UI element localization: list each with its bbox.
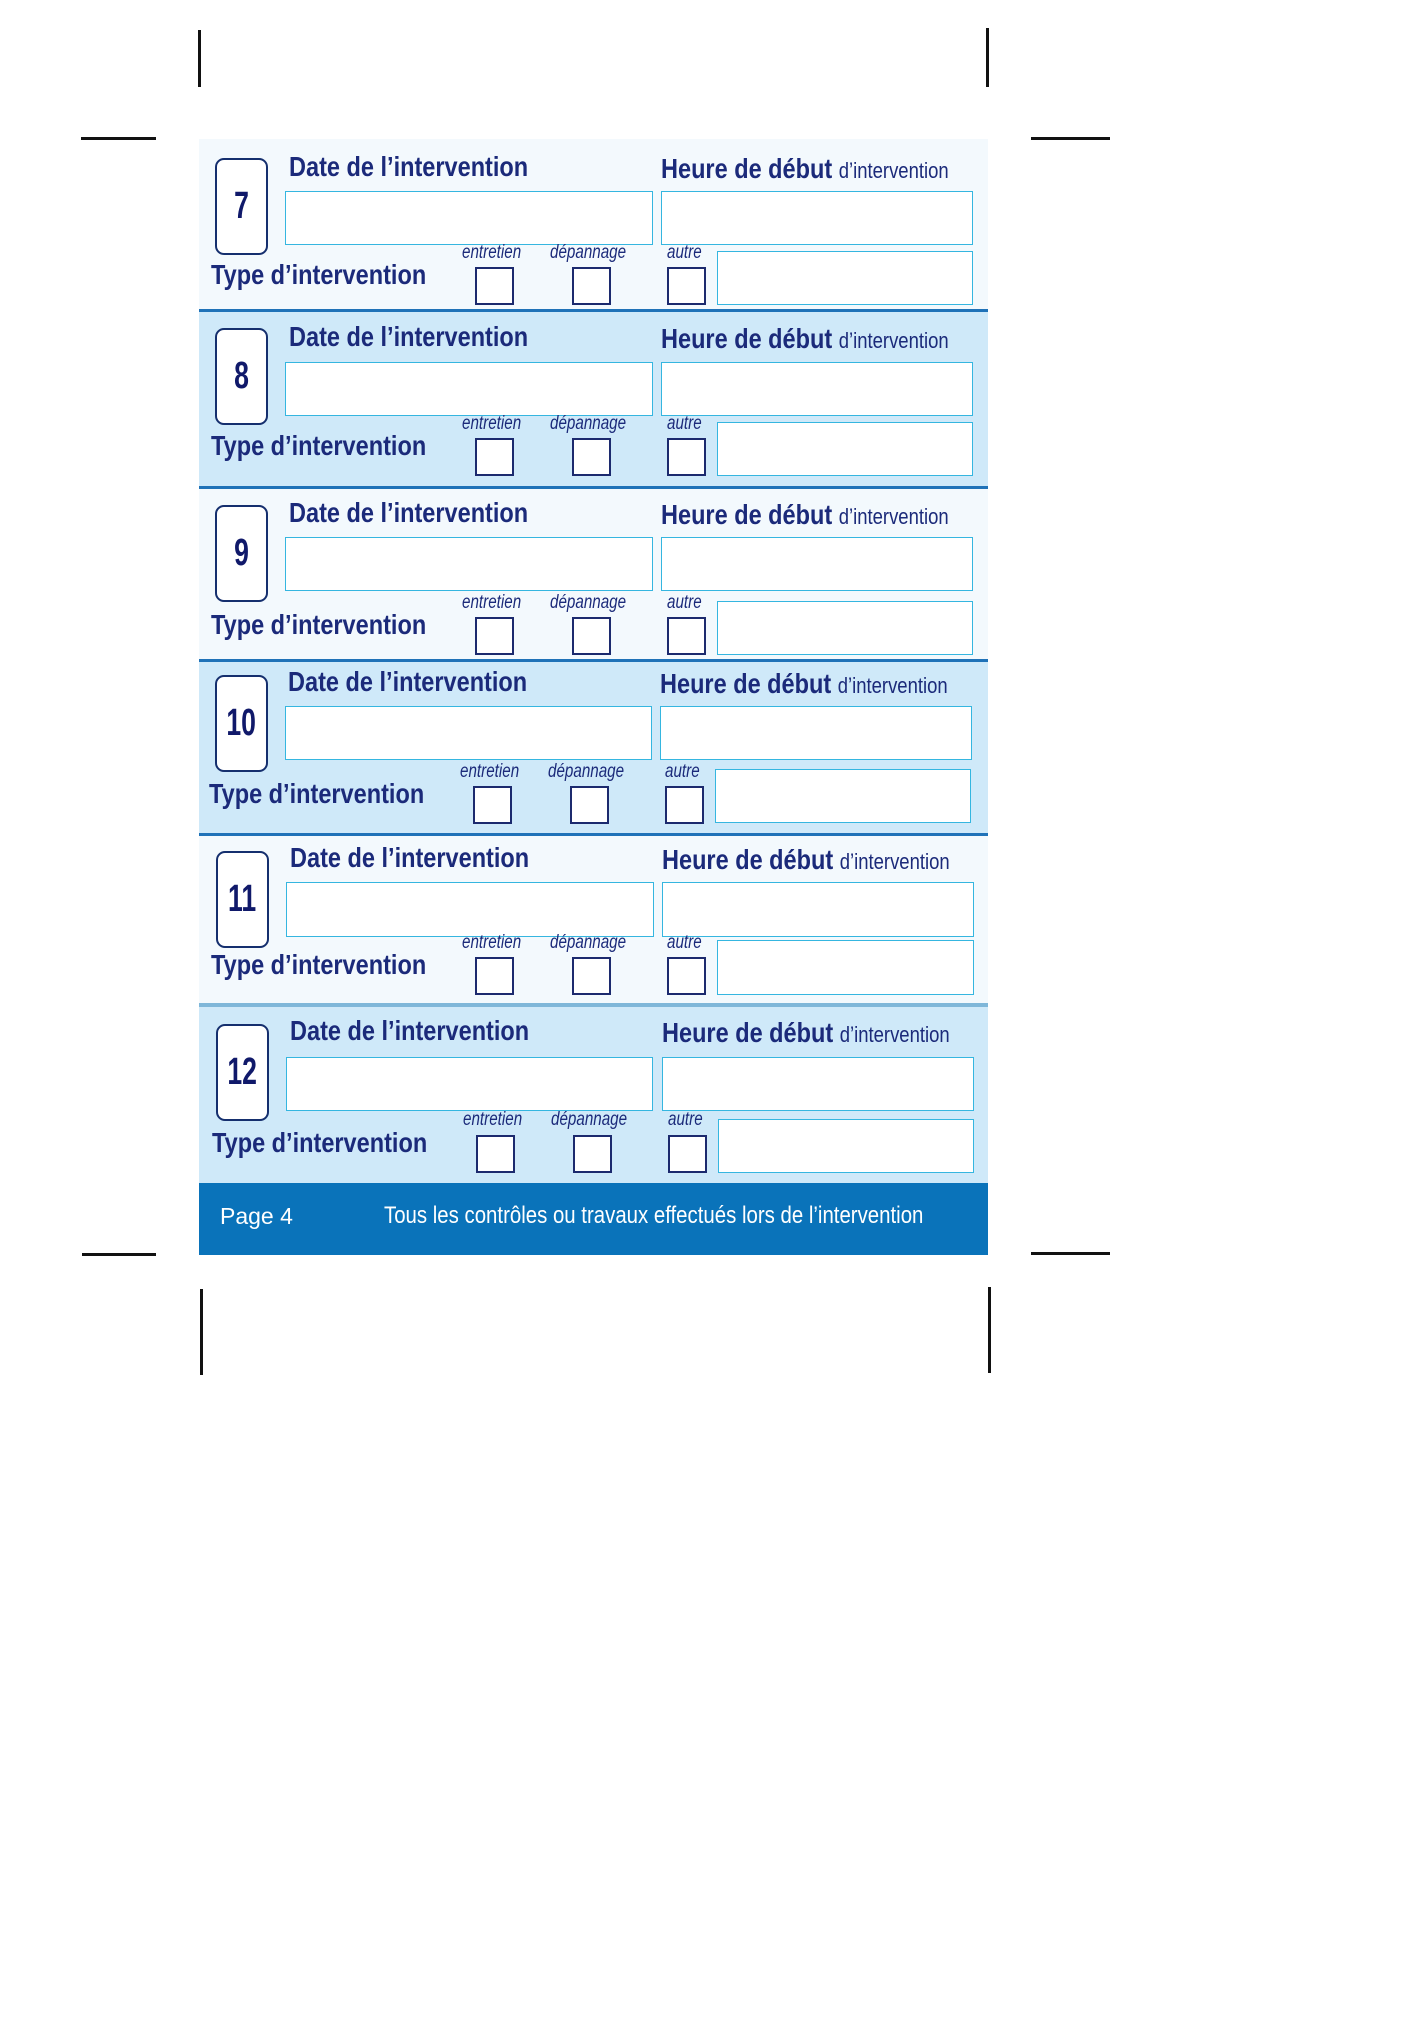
intervention-number-box [215,505,268,602]
autre-checkbox[interactable] [668,1135,707,1173]
entretien-checkbox[interactable] [475,617,514,655]
intervention-number: 11 [228,878,257,920]
autre-label: autre [668,1109,703,1130]
start-time-field[interactable] [661,537,973,591]
autre-checkbox[interactable] [667,957,706,995]
crop-mark [1031,137,1110,140]
start-time-field[interactable] [661,191,973,245]
other-type-field[interactable] [717,251,973,305]
intervention-number: 7 [234,185,249,227]
crop-mark [200,1289,203,1375]
intervention-block-11 [199,836,988,1003]
entretien-checkbox[interactable] [473,786,512,824]
date-field[interactable] [286,882,654,937]
entretien-label: entretien [462,592,522,613]
depannage-label: dépannage [550,242,627,263]
other-type-field[interactable] [717,422,973,476]
start-time-label: Heure de début d’intervention [660,668,948,699]
intervention-number-box [215,158,268,255]
page-footer [199,1183,988,1255]
entretien-checkbox[interactable] [476,1135,515,1173]
date-label: Date de l’intervention [289,497,529,528]
date-field[interactable] [286,1057,653,1111]
start-time-label: Heure de début d’intervention [661,153,949,184]
entretien-label: entretien [462,242,522,263]
footer-caption: Tous les contrôles ou travaux effectués lors de l’intervention [384,1202,924,1229]
date-label: Date de l’intervention [288,666,528,697]
entretien-label: entretien [462,932,522,953]
date-label: Date de l’intervention [290,842,530,873]
type-label: Type d’intervention [211,259,427,290]
depannage-label: dépannage [548,761,625,782]
depannage-label: dépannage [550,592,627,613]
other-type-field[interactable] [717,601,973,655]
page-number: Page 4 [220,1203,293,1229]
date-label: Date de l’intervention [290,1015,530,1046]
intervention-block-10 [199,662,988,833]
depannage-checkbox[interactable] [573,1135,612,1173]
crop-mark [988,1287,991,1373]
depannage-label: dépannage [550,413,627,434]
date-field[interactable] [285,706,652,760]
entretien-checkbox[interactable] [475,267,514,305]
intervention-number: 10 [226,702,257,744]
intervention-number-box [216,1024,269,1121]
start-time-field[interactable] [661,362,973,416]
type-label: Type d’intervention [209,778,425,809]
crop-mark [82,1253,156,1256]
depannage-checkbox[interactable] [572,617,611,655]
autre-checkbox[interactable] [667,438,706,476]
depannage-checkbox[interactable] [572,267,611,305]
intervention-number-box [215,675,268,772]
crop-mark [81,137,156,140]
depannage-label: dépannage [550,932,627,953]
start-time-label: Heure de début d’intervention [662,1017,950,1048]
entretien-checkbox[interactable] [475,438,514,476]
other-type-field[interactable] [718,1119,974,1173]
intervention-number: 9 [234,532,249,574]
start-time-label: Heure de début d’intervention [661,323,949,354]
other-type-field[interactable] [717,940,974,995]
intervention-block-12 [199,1007,988,1183]
autre-checkbox[interactable] [665,786,704,824]
date-label: Date de l’intervention [289,321,529,352]
start-time-field[interactable] [662,882,974,937]
depannage-checkbox[interactable] [572,438,611,476]
entretien-checkbox[interactable] [475,957,514,995]
start-time-field[interactable] [662,1057,974,1111]
type-label: Type d’intervention [211,609,427,640]
autre-checkbox[interactable] [667,617,706,655]
crop-mark [1031,1252,1110,1255]
type-label: Type d’intervention [212,1127,428,1158]
date-field[interactable] [285,362,653,416]
type-label: Type d’intervention [211,949,427,980]
intervention-number-box [215,328,268,425]
entretien-label: entretien [462,413,522,434]
intervention-number: 12 [227,1051,258,1093]
entretien-label: entretien [463,1109,523,1130]
other-type-field[interactable] [715,769,971,823]
autre-label: autre [667,242,702,263]
depannage-checkbox[interactable] [570,786,609,824]
intervention-number: 8 [234,355,249,397]
autre-checkbox[interactable] [667,267,706,305]
start-time-field[interactable] [660,706,972,760]
type-label: Type d’intervention [211,430,427,461]
intervention-sheet [199,139,988,1255]
autre-label: autre [667,932,702,953]
crop-mark [986,28,989,87]
intervention-block-9 [199,489,988,659]
start-time-label: Heure de début d’intervention [662,844,950,875]
entretien-label: entretien [460,761,520,782]
autre-label: autre [667,413,702,434]
date-field[interactable] [285,537,653,591]
autre-label: autre [667,592,702,613]
depannage-checkbox[interactable] [572,957,611,995]
intervention-block-7 [199,139,988,309]
intervention-number-box [216,851,269,948]
crop-mark [198,30,201,87]
date-field[interactable] [285,191,653,245]
start-time-label: Heure de début d’intervention [661,499,949,530]
depannage-label: dépannage [551,1109,628,1130]
intervention-block-8 [199,312,988,486]
autre-label: autre [665,761,700,782]
date-label: Date de l’intervention [289,151,529,182]
